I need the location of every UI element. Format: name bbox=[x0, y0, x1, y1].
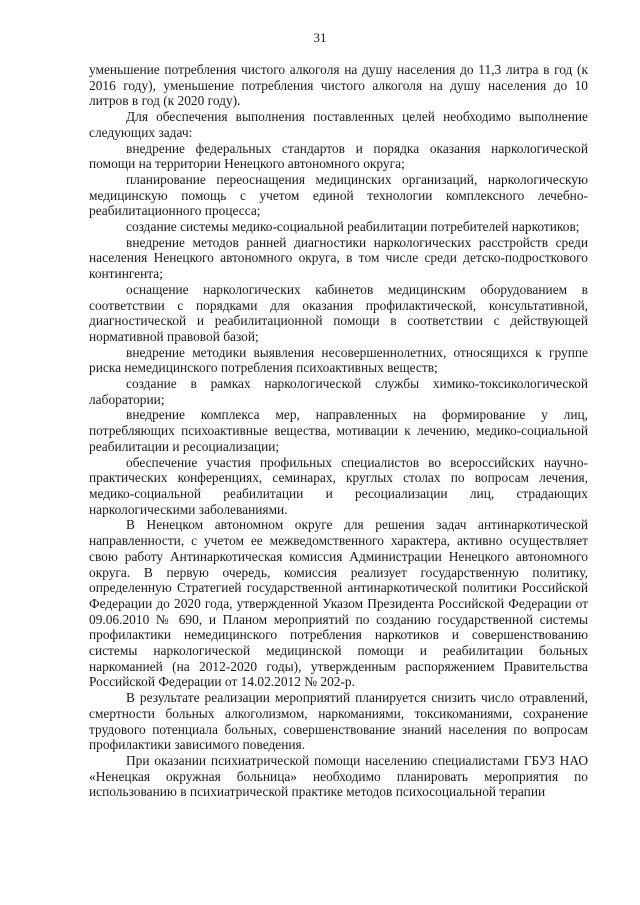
paragraph: внедрение комплекса мер, направленных на формирование у лиц, потребляющих психоактивные вещества, мотивации к лечению, медико-социальной реабилитации и ресоциализации; bbox=[89, 407, 588, 454]
paragraph: уменьшение потребления чистого алкоголя на душу населения до 11,3 литра в год (к 2016 году), уменьшение потребления чистого алкоголя на душу населения до 10 литров в год (к 2020 году). bbox=[89, 62, 588, 109]
paragraph: В результате реализации мероприятий планируется снизить число отравлений, смертности больных алкоголизмом, наркоманиями, токсикоманиями, сохранение трудового потенциала больных, совершенствование знаний населения по вопросам профилактики зависимого поведения. bbox=[89, 690, 588, 753]
paragraph: оснащение наркологических кабинетов медицинским оборудованием в соответствии с порядками для оказания профилактической, консультативной, диагностической и реабилитационной помощи в соответствии с действующей нормативной правовой базой; bbox=[89, 281, 588, 344]
paragraph: внедрение методики выявления несовершеннолетних, относящихся к группе риска немедицинского потребления психоактивных веществ; bbox=[89, 344, 588, 376]
paragraph: обеспечение участия профильных специалистов во всероссийских научно-практических конференциях, семинарах, круглых столах по вопросам лечения, медико-социальной реабилитации и ресоциализации лиц, страдающих наркологическими заболеваниями. bbox=[89, 454, 588, 517]
page-number: 31 bbox=[313, 30, 327, 45]
paragraph: При оказании психиатрической помощи населению специалистами ГБУЗ НАО «Ненецкая окружная больница» необходимо планировать мероприятия по использованию в психиатрической практике методов психосоциальной терапии bbox=[89, 752, 588, 800]
paragraph: В Ненецком автономном округе для решения задач антинаркотической направленности, с учетом ее межведомственного характера, активно осуществляет свою работу Антинаркотическая комиссия Администрации Ненецкого автономного округа. В первую очередь, комиссия реализует государственную политику, определенную Стратегией государственной антинаркотической политики Российской Федерации до 2020 года, утвержденной Указом Президента Российской Федерации от 09.06.2010 № 690, и Планом мероприятий по созданию государственной системы профилактики немедицинского потребления наркотиков и совершенствованию системы наркологической медицинской помощи и реабилитации больных наркоманией (на 2012-2020 годы), утвержденным распоряжением Правительства Российской Федерации от 14.02.2012 № 202-р. bbox=[89, 517, 588, 690]
paragraph: создание системы медико-социальной реабилитации потребителей наркотиков; bbox=[126, 219, 580, 235]
page-body bbox=[89, 62, 588, 800]
paragraph: внедрение федеральных стандартов и порядка оказания наркологической помощи на территории Ненецкого автономного округа; bbox=[89, 140, 588, 172]
paragraph: Для обеспечения выполнения поставленных целей необходимо выполнение следующих задач: bbox=[89, 109, 588, 140]
paragraph: планирование переоснащения медицинских организаций, наркологическую медицинскую помощь с учетом единой технологии комплексного лечебно-реабилитационного процесса; bbox=[89, 171, 588, 219]
paragraph: внедрение методов ранней диагностики наркологических расстройств среди населения Ненецкого автономного округа, в том числе среди детско-подросткового контингента; bbox=[89, 234, 588, 282]
paragraph: создание в рамках наркологической службы химико-токсикологической лаборатории; bbox=[89, 376, 588, 407]
